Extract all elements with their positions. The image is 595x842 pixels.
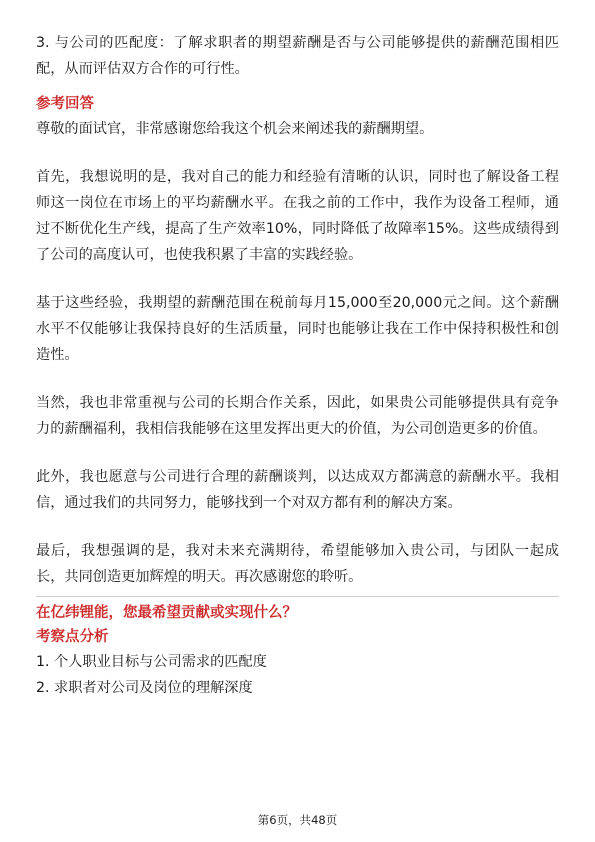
intro-point: 3. 与公司的匹配度：了解求职者的期望薪酬是否与公司能够提供的薪酬范围相匹配，从而评估双方合作的可行性。 (36, 35, 559, 77)
analysis-heading: 考察点分析 (36, 629, 109, 645)
answer-paragraph-1: 尊敬的面试官，非常感谢您给我这个机会来阐述我的薪酬期望。 (36, 121, 434, 137)
section-divider (36, 596, 559, 597)
next-question-heading: 在亿纬锂能，您最希望贡献或实现什么？ (36, 605, 297, 621)
answer-paragraph-2: 首先，我想说明的是，我对自己的能力和经验有清晰的认识，同时也了解设备工程师这一岗位在市场上的平均薪酬水平。在我之前的工作中，我作为设备工程师，通过不断优化生产线，提高了生产效率10%，同时降低了故障率15%。这些成绩得到了公司的高度认可，也使我积累了丰富的实践经验。 (36, 169, 559, 263)
answer-paragraph-3: 基于这些经验，我期望的薪酬范围在税前每月15,000至20,000元之间。这个薪酬水平不仅能够让我保持良好的生活质量，同时也能够让我在工作中保持积极性和创造性。 (36, 295, 559, 363)
page-number-footer: 第6页，共48页 (257, 813, 338, 827)
answer-paragraph-5: 此外，我也愿意与公司进行合理的薪酬谈判，以达成双方都满意的薪酬水平。我相信，通过我们的共同努力，能够找到一个对双方都有利的解决方案。 (36, 469, 559, 511)
document-body (36, 30, 559, 701)
analysis-point-1: 1. 个人职业目标与公司需求的匹配度 (36, 654, 267, 670)
answer-paragraph-6: 最后，我想强调的是，我对未来充满期待，希望能够加入贵公司，与团队一起成长，共同创造更加辉煌的明天。再次感谢您的聆听。 (36, 543, 559, 585)
analysis-point-2: 2. 求职者对公司及岗位的理解深度 (36, 680, 253, 696)
answer-heading: 参考回答 (36, 96, 94, 112)
answer-paragraph-4: 当然，我也非常重视与公司的长期合作关系，因此，如果贵公司能够提供具有竞争力的薪酬福利，我相信我能够在这里发挥出更大的价值，为公司创造更多的价值。 (36, 395, 559, 437)
